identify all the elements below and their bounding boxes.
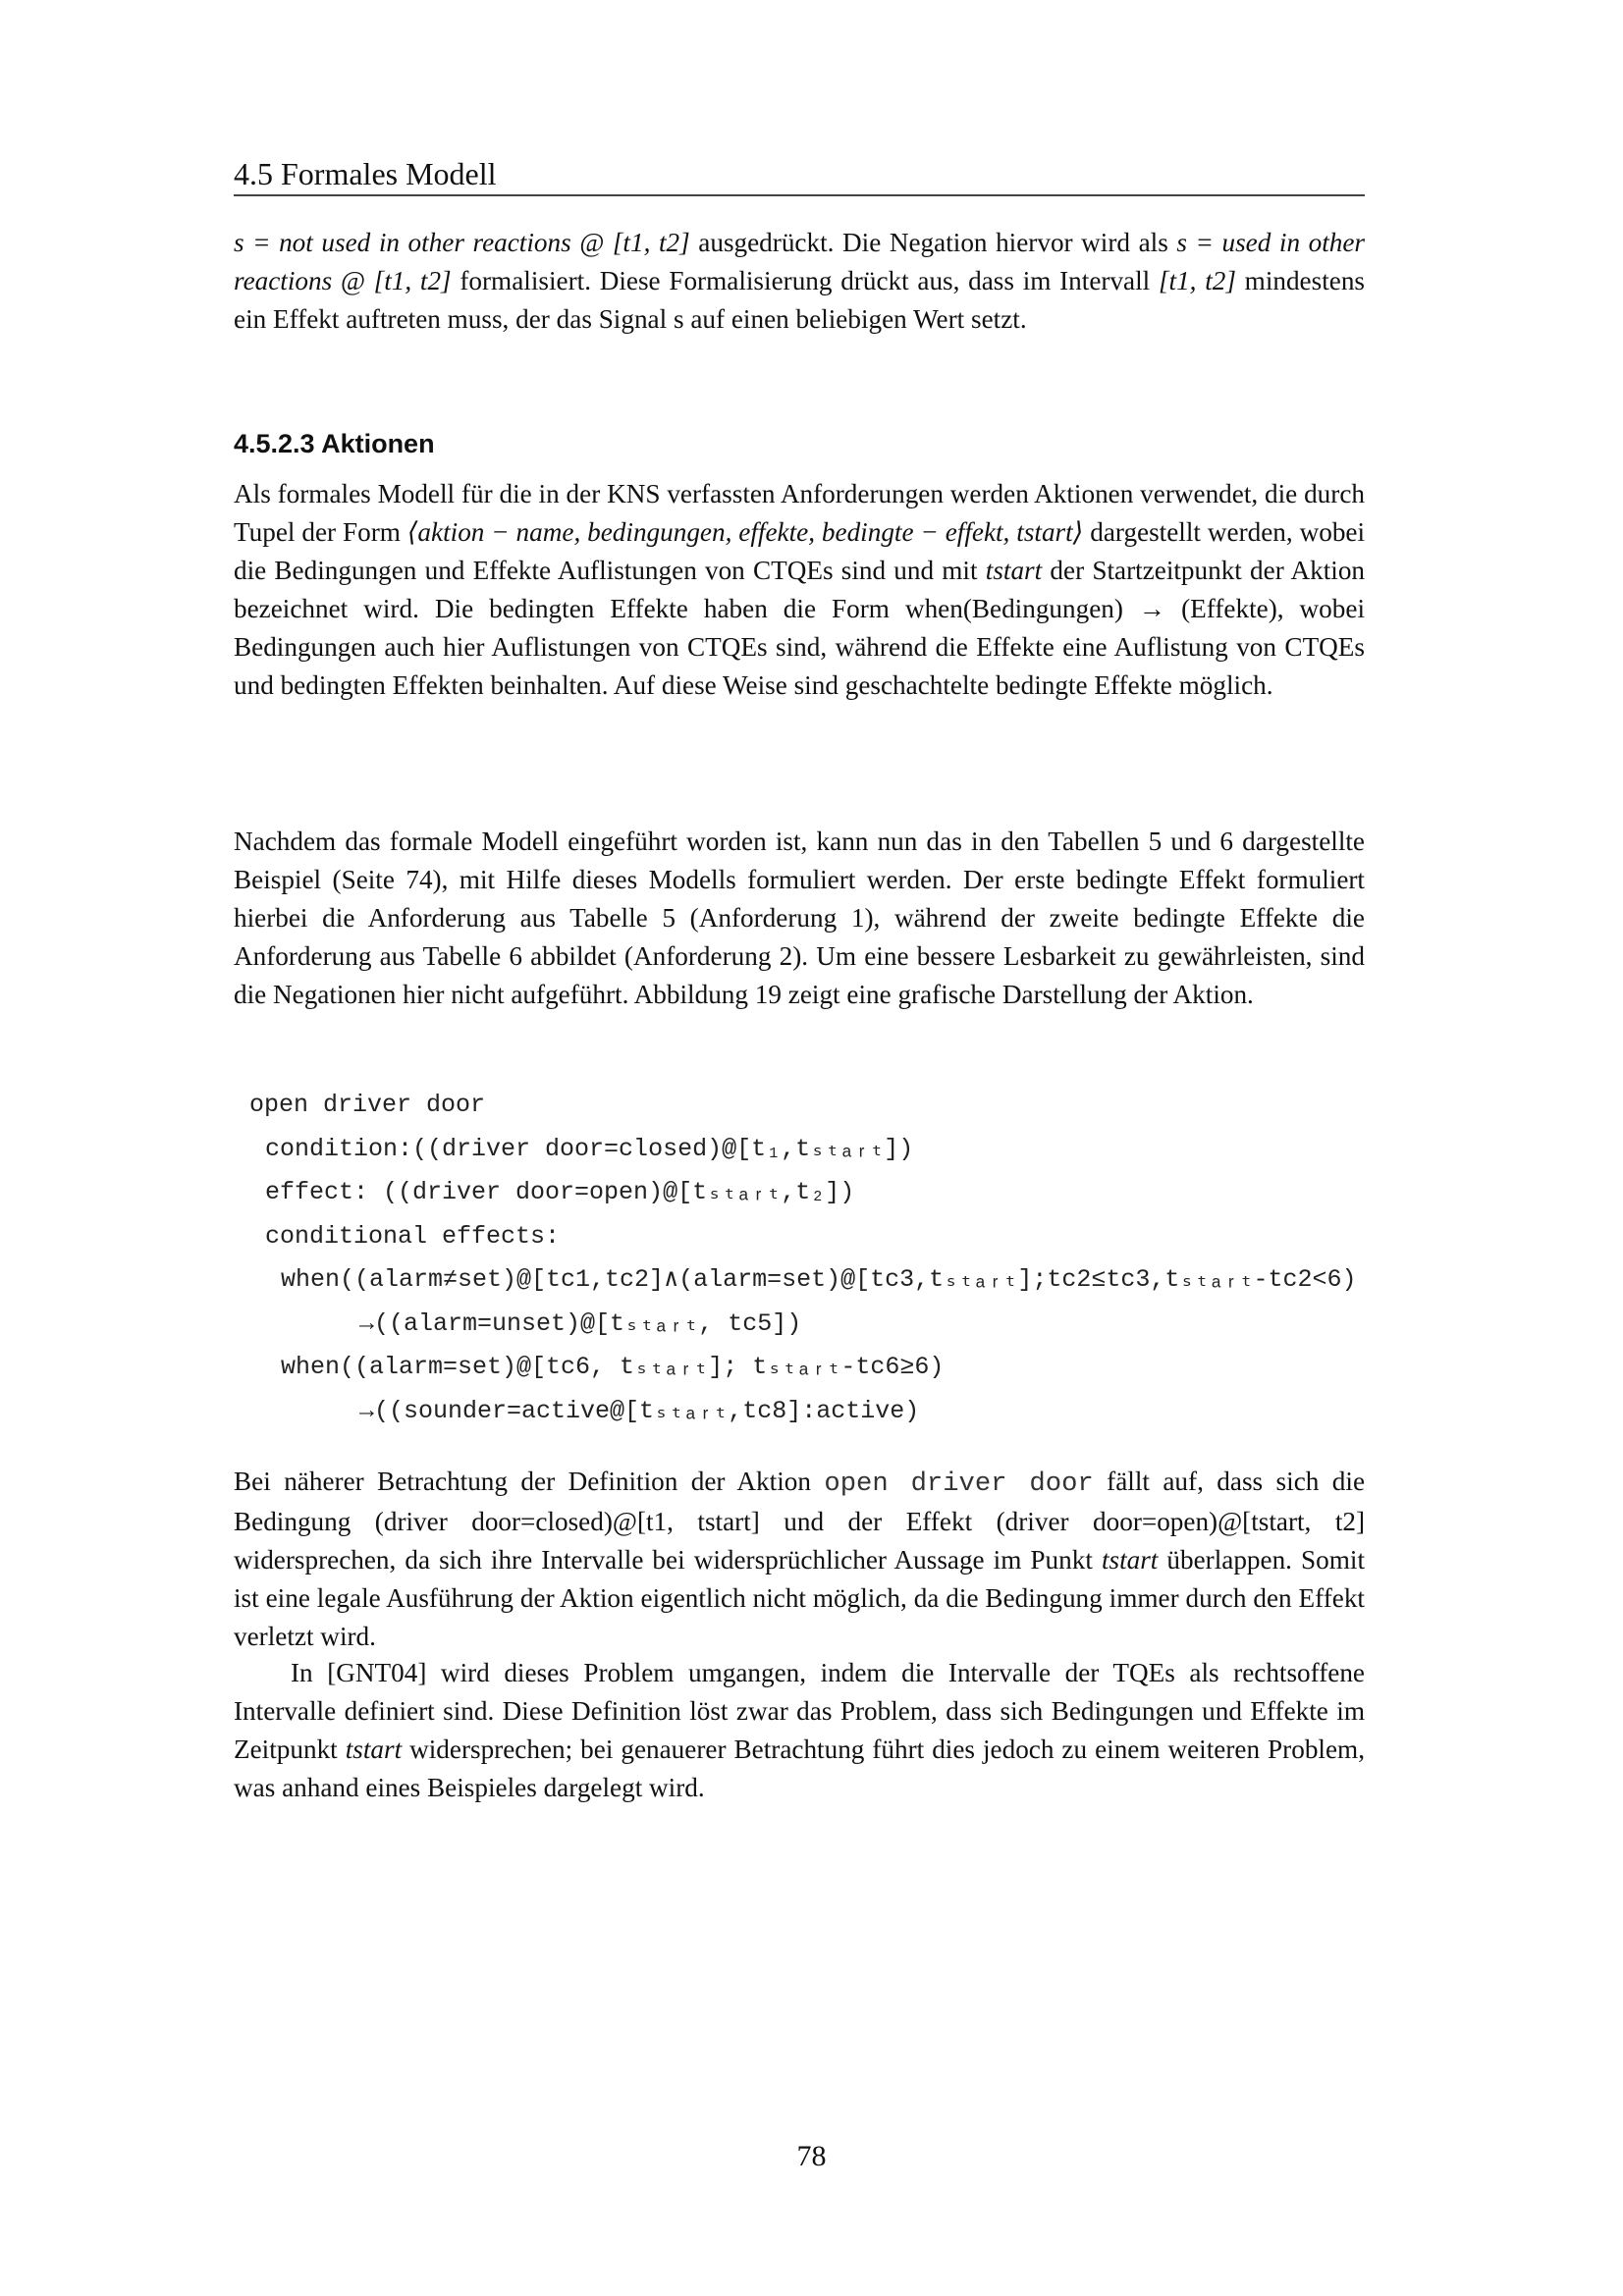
intro-text-c: mindestens ein Effekt auftreten muss, der das Signal s auf einen beliebigen Wert setzt.	[234, 266, 1366, 334]
action-code-block	[249, 1084, 1357, 1433]
actions-text-c: der Startzeitpunkt der Aktion bezeichnet wird. Die bedingten Effekte haben die Form when(Bedingungen) → (Effekte), wobei Bedingungen auch hier Auflistungen von CTQEs sind, während die Effekte eine Auflistung von CTQEs und bedingten Effekten beinhalten. Auf diese Weise sind geschachtelte bedingte Effekte möglich.	[234, 556, 1366, 700]
code-line: open driver door	[249, 1091, 486, 1119]
code-line: →((alarm=unset)@[tₛₜₐᵣₜ, tc5])	[359, 1308, 802, 1338]
gnt04-paragraph	[234, 1654, 1365, 1807]
analysis-text-a: Bei näherer Betrachtung der Definition der Aktion	[234, 1467, 811, 1496]
condition-formula: (driver door=closed)@[t1, tstart]	[374, 1507, 760, 1536]
intro-text-a: ausgedrückt. Die Negation hiervor wird als	[698, 228, 1168, 257]
tstart-symbol: tstart	[1101, 1545, 1159, 1575]
intro-text-b: formalisiert. Diese Formalisierung drückt aus, dass im Intervall	[460, 266, 1151, 295]
formula-not-used: s = not used in other reactions @ [t1, t2]	[234, 228, 690, 257]
page-number: 78	[796, 2140, 827, 2172]
formula-interval: [t1, t2]	[1158, 266, 1236, 295]
code-line: effect: ((driver door=open)@[tₛₜₐᵣₜ,t₂])	[265, 1178, 855, 1206]
code-line: when((alarm≠set)@[tc1,tc2]∧(alarm=set)@[tc3,tₛₜₐᵣₜ];tc2≤tc3,tₛₜₐᵣₜ-tc2<6)	[281, 1265, 1357, 1294]
analysis-paragraph	[234, 1463, 1365, 1656]
formula-used: s = used in other reactions @ [t1, t2]	[234, 228, 1366, 295]
example-paragraph: Nachdem das formale Modell eingeführt worden ist, kann nun das in den Tabellen 5 und 6 dargestellte Beispiel (Seite 74), mit Hilfe dieses Modells formuliert werden. Der erste bedingte Effekt formuliert hierbei die Anforderung aus Tabelle 5 (Anforderung 1), während der zweite bedingte Effekte die Anforderung aus Tabelle 6 abbildet (Anforderung 2). Um eine bessere Lesbarkeit zu gewährleisten, sind die Negationen hier nicht aufgeführt. Abbildung 19 zeigt eine grafische Darstellung der Aktion.	[234, 827, 1365, 1009]
gnt04-text-a: In [GNT04] wird dieses Problem umgangen, indem die Intervalle der TQEs als rechtsoffene Intervalle definiert sind. Diese Definition löst zwar das Problem, dass sich Bedingungen und Effekte im Zeitpunkt	[234, 1658, 1365, 1764]
code-line: condition:((driver door=closed)@[t₁,tₛₜₐᵣₜ])	[265, 1134, 914, 1163]
analysis-text-e: überlappen. Somit ist eine legale Ausführung der Aktion eigentlich nicht möglich, da die Bedingung immer durch den Effekt verletzt wird.	[234, 1545, 1365, 1651]
tstart-symbol: tstart	[345, 1735, 403, 1764]
inline-code: open driver door	[824, 1468, 1094, 1499]
tstart-symbol: tstart	[985, 556, 1043, 585]
effect-formula: (driver door=open)@[tstart, t2]	[996, 1507, 1366, 1536]
analysis-text-c: und der Effekt	[784, 1507, 973, 1536]
code-line: →((sounder=active@[tₛₜₐᵣₜ,tc8]:active)	[359, 1396, 920, 1425]
analysis-text-b: fällt auf, dass sich die Bedingung	[234, 1467, 1366, 1536]
actions-text-a: Als formales Modell für die in der KNS verfassten Anforderungen werden Aktionen verwendet, die durch Tupel der Form	[234, 479, 1365, 547]
tuple-formula: ⟨aktion − name, bedingungen, effekte, bedingte − effekt, tstart⟩	[406, 517, 1084, 547]
actions-paragraph	[234, 475, 1365, 705]
gnt04-text-b: widersprechen; bei genauerer Betrachtung führt dies jedoch zu einem weiteren Problem, was anhand eines Beispieles dargelegt wird.	[234, 1735, 1365, 1802]
code-line: when((alarm=set)@[tc6, tₛₜₐᵣₜ]; tₛₜₐᵣₜ-tc6≥6)	[281, 1353, 945, 1381]
intro-paragraph	[234, 224, 1365, 339]
analysis-text-d: widersprechen, da sich ihre Intervalle bei widersprüchlicher Aussage im Punkt	[234, 1545, 1093, 1575]
code-line: conditional effects:	[265, 1221, 561, 1251]
section-heading: 4.5.2.3 Aktionen	[234, 429, 435, 458]
running-header: 4.5 Formales Modell	[234, 155, 1365, 196]
actions-text-b: dargestellt werden, wobei die Bedingungen und Effekte Auflistungen von CTQEs sind und mit	[234, 517, 1366, 585]
